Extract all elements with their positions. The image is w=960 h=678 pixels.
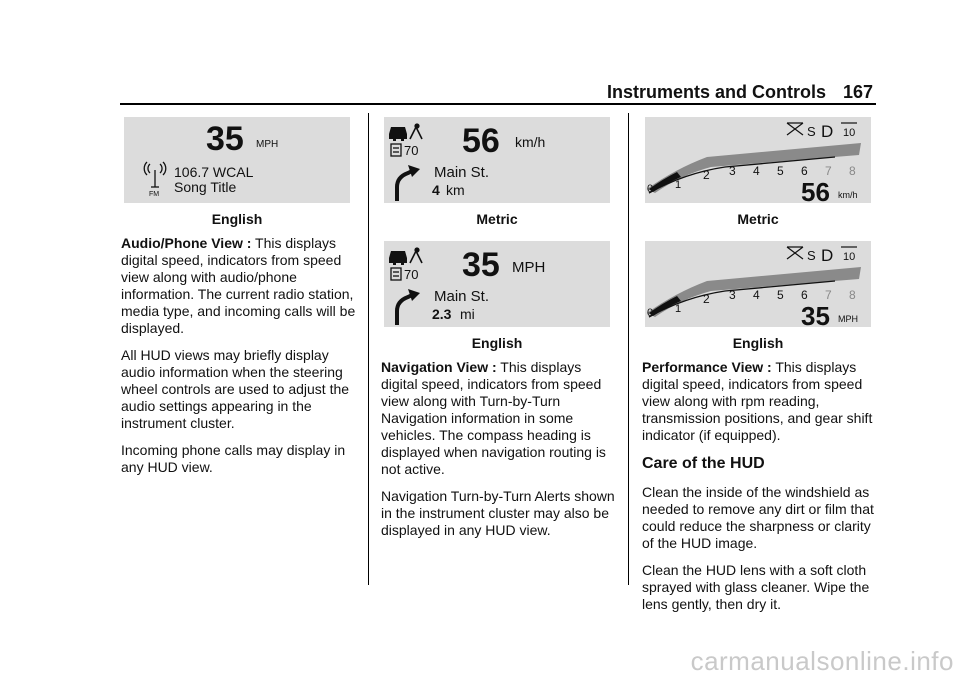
vehicle-ahead-icon (389, 127, 407, 141)
nav-speed: 56 (462, 122, 500, 160)
audio-view-figure (124, 117, 350, 203)
rpm-tick-7: 7 (825, 288, 832, 302)
pedestrian-vehicle-icon (410, 124, 422, 139)
perf-speed-unit: MPH (838, 314, 858, 324)
shift-indicator-icon (787, 247, 803, 259)
audio-speed: 35 (206, 120, 244, 158)
rpm-tick-8: 8 (849, 288, 856, 302)
rpm-tick-1: 1 (675, 303, 682, 315)
rpm-tick-0: 0 (647, 183, 654, 195)
phone-calls-paragraph: Incoming phone calls may display in any HUD view. (121, 442, 346, 475)
speed-limit-value: 70 (404, 267, 419, 282)
gear-s: S (807, 248, 816, 263)
header-rule (120, 103, 876, 105)
performance-view-label: Performance View : (642, 359, 772, 375)
turn-distance: 2.3 (432, 306, 452, 322)
page-number: 167 (842, 82, 873, 102)
audio-phone-paragraph: Audio/Phone View : This displays digital speed, indicators from speed view along with audio/phone information. The current radio station, media type, and incoming calls will be displayed. (121, 235, 356, 336)
vehicle-ahead-icon (389, 251, 407, 265)
nav-speed-unit: MPH (512, 259, 546, 276)
rpm-tick-6: 6 (801, 288, 808, 302)
rpm-tick-6: 6 (801, 164, 808, 178)
perf-speed-unit: km/h (838, 190, 858, 200)
nav-speed: 35 (462, 246, 500, 284)
rpm-tick-5: 5 (777, 288, 784, 302)
rpm-tick-4: 4 (753, 288, 760, 302)
rpm-tick-8: 8 (849, 164, 856, 178)
column-3-text (642, 359, 878, 623)
speed-limit-sign-icon (391, 144, 401, 156)
column-divider-2 (628, 113, 629, 585)
rpm-tick-7: 7 (825, 164, 832, 178)
turn-distance-unit: km (446, 182, 465, 198)
street-name: Main St. (434, 164, 490, 181)
clean-lens-paragraph: Clean the HUD lens with a soft cloth sprayed with glass cleaner. Wipe the lens gently, then dry it. (642, 562, 870, 612)
street-name: Main St. (434, 288, 490, 305)
turn-alerts-paragraph: Navigation Turn-by-Turn Alerts shown in the instrument cluster may also be displayed in any HUD view. (381, 488, 615, 538)
audio-view-graphic (124, 117, 350, 203)
navigation-english-figure (384, 241, 610, 327)
nav-speed-unit: km/h (515, 134, 546, 150)
performance-english-figure (645, 241, 871, 327)
navigation-view-paragraph: Navigation View : This displays digital speed, indicators from speed view along with Turn-by-Turn Navigation information in some vehicles. The compass heading is displayed when navigation routing is not active. (381, 359, 606, 477)
gear-d: D (821, 246, 834, 265)
perf-speed: 35 (801, 301, 830, 327)
caption-nav-english: English (471, 335, 523, 351)
fm-band-label: FM (149, 191, 160, 198)
column-2-text (381, 359, 617, 549)
rpm-tick-4: 4 (753, 164, 760, 178)
gear-number: 10 (843, 127, 856, 139)
gear-number: 10 (843, 251, 856, 263)
performance-metric-figure (645, 117, 871, 203)
column-1-text (121, 235, 357, 486)
rpm-tick-2: 2 (703, 168, 710, 182)
caption-perf-english: English (732, 335, 784, 351)
gear-s: S (807, 124, 816, 139)
page-header (545, 80, 877, 104)
audio-info-paragraph: All HUD views may briefly display audio information when the steering wheel controls are used to adjust the audio settings appearing in the instrument cluster. (121, 347, 350, 431)
caption-perf-metric: Metric (737, 211, 779, 227)
watermark: carmanualsonline.info (690, 646, 954, 676)
rpm-tick-0: 0 (647, 307, 654, 319)
navigation-view-label: Navigation View : (381, 359, 497, 375)
perf-speed: 56 (801, 177, 830, 203)
navigation-metric-figure (384, 117, 610, 203)
radio-station: 106.7 WCAL (174, 164, 254, 180)
fm-antenna-icon (144, 162, 166, 187)
rpm-tick-5: 5 (777, 164, 784, 178)
rpm-tick-1: 1 (675, 179, 682, 191)
audio-speed-unit: MPH (256, 139, 279, 150)
song-title: Song Title (174, 179, 237, 195)
clean-windshield-paragraph: Clean the inside of the windshield as needed to remove any dirt or film that could reduce the sharpness or clarity of the HUD image. (642, 484, 874, 551)
speed-limit-sign-icon (391, 268, 401, 280)
rpm-tick-3: 3 (729, 288, 736, 302)
care-of-hud-heading: Care of the HUD (642, 455, 765, 472)
shift-indicator-icon (787, 123, 803, 135)
column-divider-1 (368, 113, 369, 585)
audio-phone-label: Audio/Phone View : (121, 235, 252, 251)
caption-nav-metric: Metric (476, 211, 518, 227)
gear-d: D (821, 122, 834, 141)
section-title: Instruments and Controls (607, 82, 827, 102)
pedestrian-vehicle-icon (410, 248, 422, 263)
rpm-tick-2: 2 (703, 292, 710, 306)
turn-distance-unit: mi (460, 306, 475, 322)
rpm-tick-3: 3 (729, 164, 736, 178)
turn-distance: 4 (432, 182, 440, 198)
caption-audio: English (211, 211, 263, 227)
performance-view-paragraph: Performance View : This displays digital speed, indicators from speed view along with rpm reading, transmission positions, and gear shift indicator (if equipped). (642, 359, 873, 443)
speed-limit-value: 70 (404, 143, 419, 158)
